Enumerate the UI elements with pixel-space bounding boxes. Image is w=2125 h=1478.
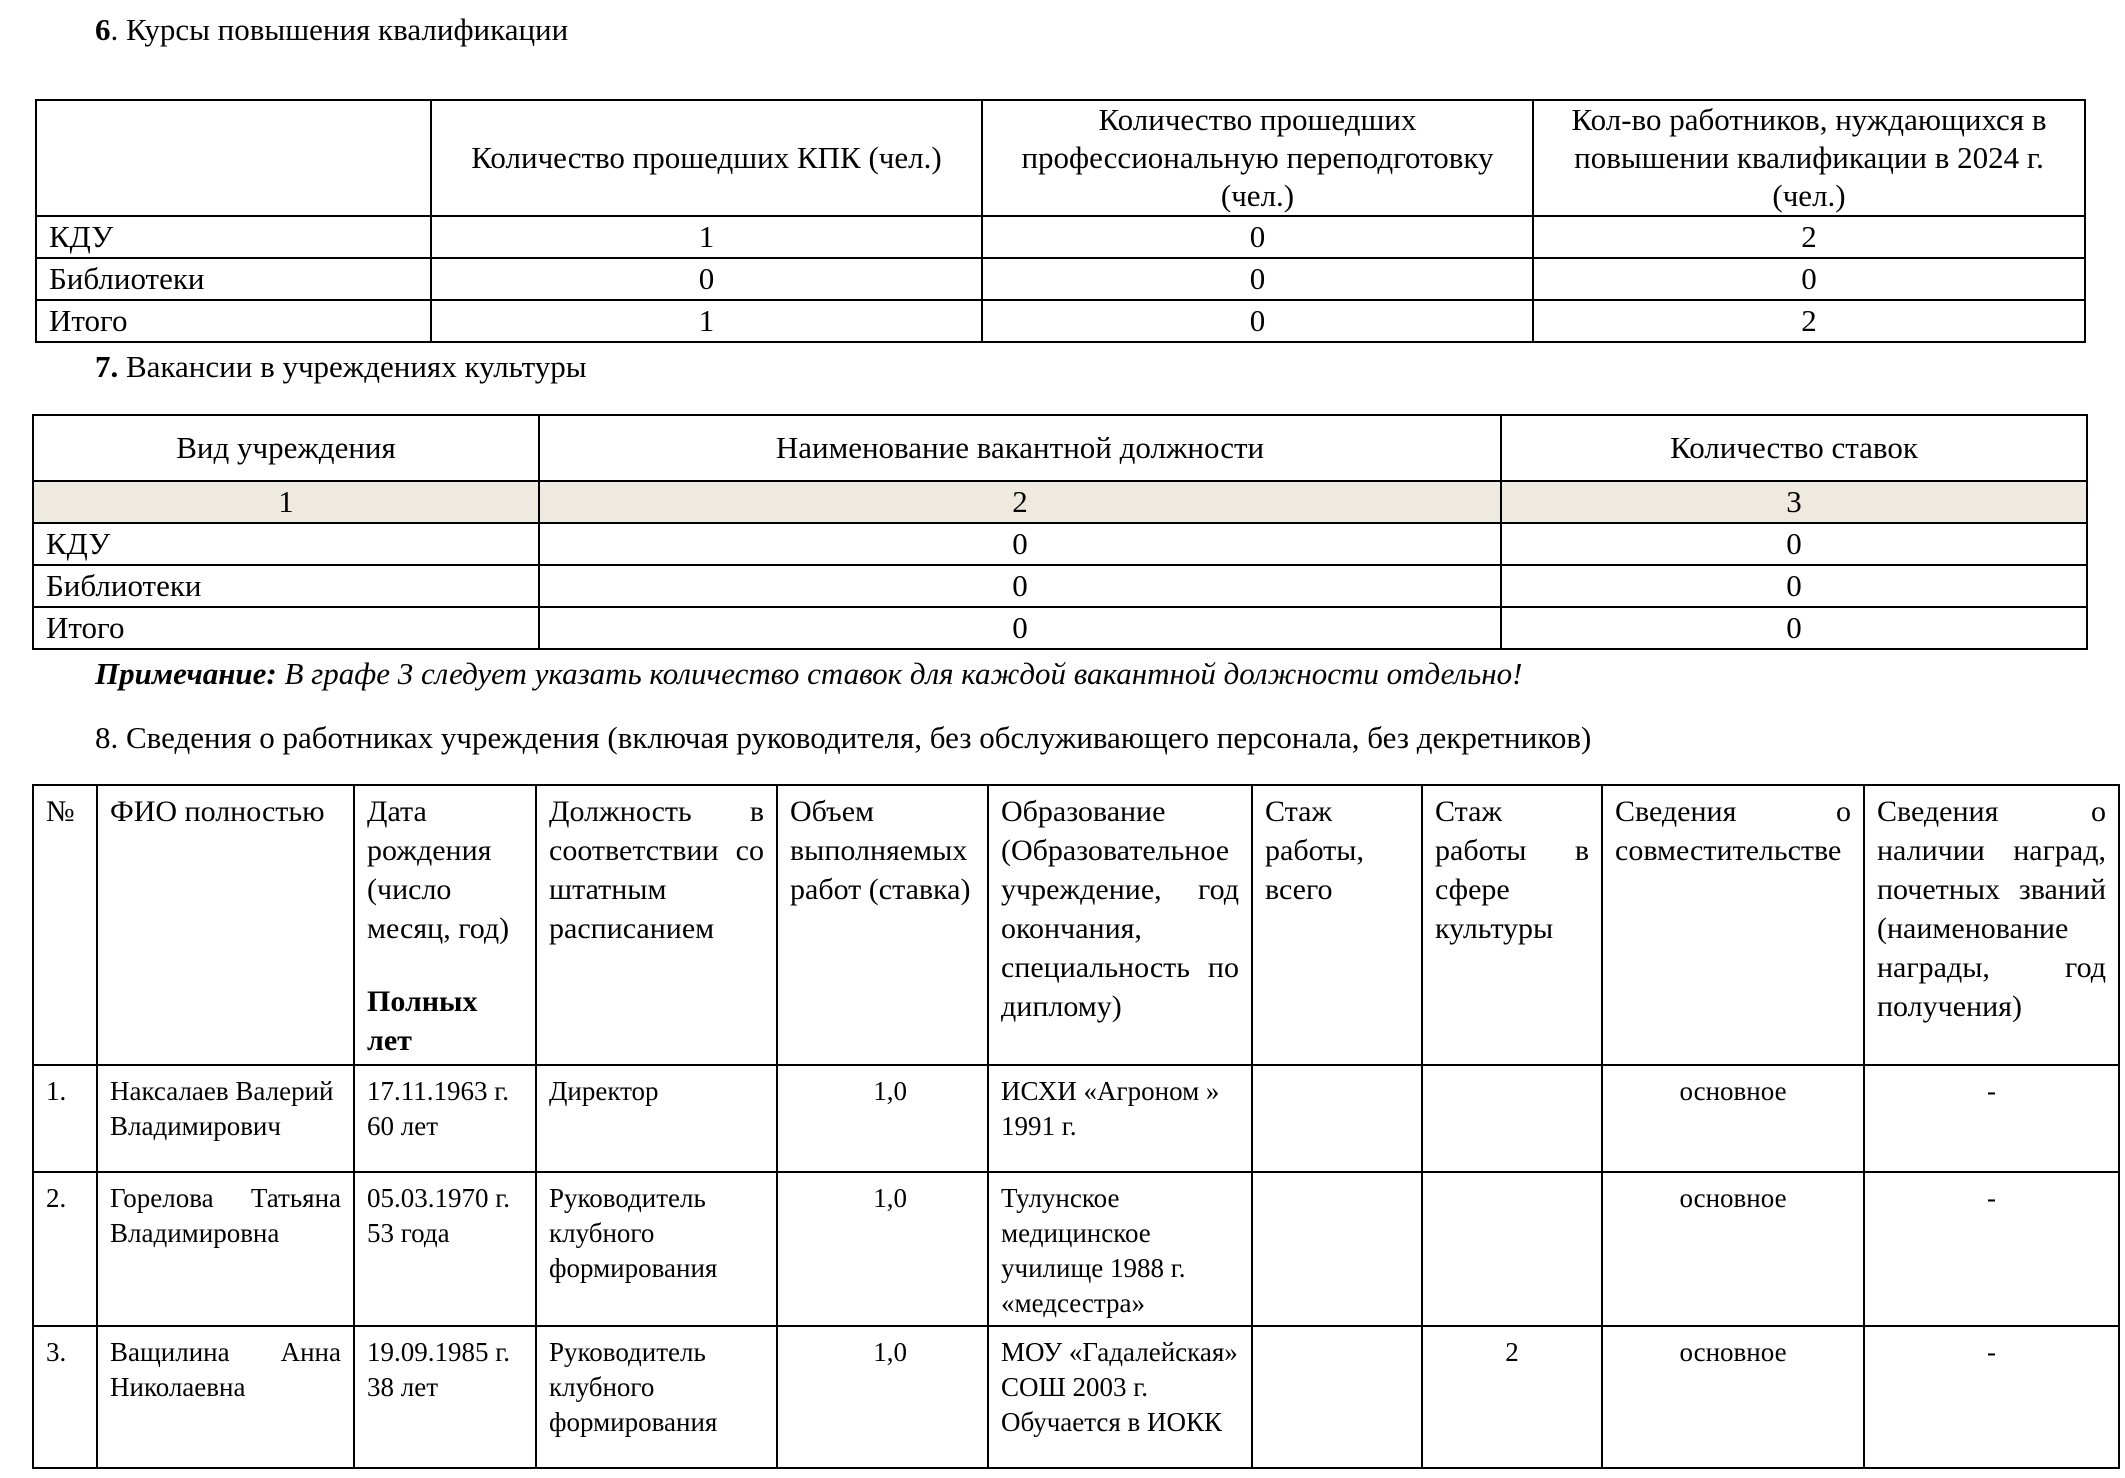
cell-position: Руководитель клубного формирования xyxy=(536,1326,777,1468)
cell-volume: 1,0 xyxy=(777,1172,988,1326)
column-numbers-row xyxy=(33,481,2087,523)
cell-fio: Ващилина Анна Николаевна xyxy=(97,1326,354,1468)
table-cell: 0 xyxy=(1501,565,2087,607)
header-experience-total: Стаж работы, всего xyxy=(1252,785,1422,1065)
table-cell: 0 xyxy=(539,565,1501,607)
header-no: № xyxy=(33,785,97,1065)
table-cell: 0 xyxy=(982,258,1533,300)
table-cell: 2 xyxy=(1533,300,2085,342)
cell-part-time: основное xyxy=(1602,1172,1864,1326)
age: 60 лет xyxy=(367,1111,439,1141)
table-cell: 0 xyxy=(1501,607,2087,649)
header-fio: ФИО полностью xyxy=(97,785,354,1065)
row-label: Итого xyxy=(36,300,431,342)
birth-date: 17.11.1963 г. xyxy=(367,1076,510,1106)
section-6-number: 6 xyxy=(95,12,111,47)
qualification-courses-table xyxy=(35,99,2086,343)
column-number: 2 xyxy=(539,481,1501,523)
vacancies-table xyxy=(32,414,2088,650)
cell-education: ИСХИ «Агроном » 1991 г. xyxy=(988,1065,1252,1172)
table-cell: 0 xyxy=(1501,523,2087,565)
header-birth-label: Дата рождения (число месяц, год) xyxy=(367,795,510,945)
table-row xyxy=(33,1172,2119,1326)
cell-experience-total xyxy=(1252,1326,1422,1468)
table-row xyxy=(33,607,2087,649)
table-header-row xyxy=(33,415,2087,481)
cell-birth xyxy=(354,1065,536,1172)
cell-awards: - xyxy=(1864,1172,2119,1326)
header-cell: Наименование вакантной должности xyxy=(539,415,1501,481)
cell-volume: 1,0 xyxy=(777,1326,988,1468)
header-cell: Кол-во работников, нуждающихся в повышении квалификации в 2024 г. (чел.) xyxy=(1533,100,2085,216)
column-number: 3 xyxy=(1501,481,2087,523)
header-awards: Сведения о наличии наград, почетных званий (наименование награды, год получения) xyxy=(1864,785,2119,1065)
header-part-time: Сведения о совместительстве xyxy=(1602,785,1864,1065)
section-8-heading: 8. Сведения о работниках учреждения (включая руководителя, без обслуживающего персонала, без декретников) xyxy=(95,720,1592,755)
cell-part-time: основное xyxy=(1602,1326,1864,1468)
table-cell: 1 xyxy=(431,300,982,342)
cell-position: Директор xyxy=(536,1065,777,1172)
vacancies-note xyxy=(95,656,1522,692)
header-cell: Количество прошедших профессиональную переподготовку (чел.) xyxy=(982,100,1533,216)
cell-part-time: основное xyxy=(1602,1065,1864,1172)
row-label: КДУ xyxy=(36,216,431,258)
table-row xyxy=(36,258,2085,300)
table-row xyxy=(33,1065,2119,1172)
header-cell: Количество прошедших КПК (чел.) xyxy=(431,100,982,216)
table-cell: 1 xyxy=(431,216,982,258)
employees-table xyxy=(32,784,2120,1469)
row-label: Библиотеки xyxy=(33,565,539,607)
header-cell: Количество ставок xyxy=(1501,415,2087,481)
table-header-row xyxy=(36,100,2085,216)
cell-experience-culture: 2 xyxy=(1422,1326,1602,1468)
table-cell: 0 xyxy=(982,300,1533,342)
section-7-number: 7. xyxy=(95,349,119,384)
header-education: Образование (Образовательное учреждение, год окончания, специальность по диплому) xyxy=(988,785,1252,1065)
section-6-title: . Курсы повышения квалификации xyxy=(110,12,569,47)
table-row xyxy=(33,523,2087,565)
column-number: 1 xyxy=(33,481,539,523)
table-cell: 0 xyxy=(1533,258,2085,300)
table-row xyxy=(36,216,2085,258)
birth-date: 05.03.1970 г. xyxy=(367,1183,511,1213)
table-row xyxy=(36,300,2085,342)
cell-awards: - xyxy=(1864,1065,2119,1172)
table-cell: 2 xyxy=(1533,216,2085,258)
row-label: Библиотеки xyxy=(36,258,431,300)
header-birth-years: Полных лет xyxy=(367,985,478,1057)
birth-date: 19.09.1985 г. xyxy=(367,1337,511,1367)
cell-position: Руководитель клубного формирования xyxy=(536,1172,777,1326)
spacer xyxy=(367,948,523,982)
table-row xyxy=(33,1326,2119,1468)
table-row xyxy=(33,565,2087,607)
header-experience-culture: Стаж работы в сфере культуры xyxy=(1422,785,1602,1065)
cell-experience-total xyxy=(1252,1172,1422,1326)
header-birth xyxy=(354,785,536,1065)
section-7-heading xyxy=(95,349,587,385)
table-cell: 0 xyxy=(982,216,1533,258)
cell-birth xyxy=(354,1326,536,1468)
header-cell xyxy=(36,100,431,216)
cell-education: МОУ «Гадалейская» СОШ 2003 г. Обучается в ИОКК xyxy=(988,1326,1252,1468)
cell-experience-total xyxy=(1252,1065,1422,1172)
cell-no: 2. xyxy=(33,1172,97,1326)
cell-no: 3. xyxy=(33,1326,97,1468)
row-label: КДУ xyxy=(33,523,539,565)
note-text: В графе 3 следует указать количество ставок для каждой вакантной должности отдельно! xyxy=(276,656,1523,691)
age: 38 лет xyxy=(367,1372,439,1402)
cell-no: 1. xyxy=(33,1065,97,1172)
cell-education: Тулунское медицинское училище 1988 г. «медсестра» xyxy=(988,1172,1252,1326)
cell-fio: Горелова Татьяна Владимировна xyxy=(97,1172,354,1326)
age: 53 года xyxy=(367,1218,450,1248)
header-position: Должность в соответствии со штатным расписанием xyxy=(536,785,777,1065)
section-7-title: Вакансии в учреждениях культуры xyxy=(118,349,587,384)
cell-fio: Наксалаев Валерий Владимирович xyxy=(97,1065,354,1172)
header-volume: Объем выполняемых работ (ставка) xyxy=(777,785,988,1065)
section-6-heading xyxy=(95,12,568,48)
cell-awards: - xyxy=(1864,1326,2119,1468)
row-label: Итого xyxy=(33,607,539,649)
table-cell: 0 xyxy=(539,523,1501,565)
table-cell: 0 xyxy=(539,607,1501,649)
cell-experience-culture xyxy=(1422,1172,1602,1326)
cell-birth xyxy=(354,1172,536,1326)
table-cell: 0 xyxy=(431,258,982,300)
note-label: Примечание: xyxy=(95,656,277,691)
header-cell: Вид учреждения xyxy=(33,415,539,481)
cell-experience-culture xyxy=(1422,1065,1602,1172)
cell-volume: 1,0 xyxy=(777,1065,988,1172)
table-header-row xyxy=(33,785,2119,1065)
